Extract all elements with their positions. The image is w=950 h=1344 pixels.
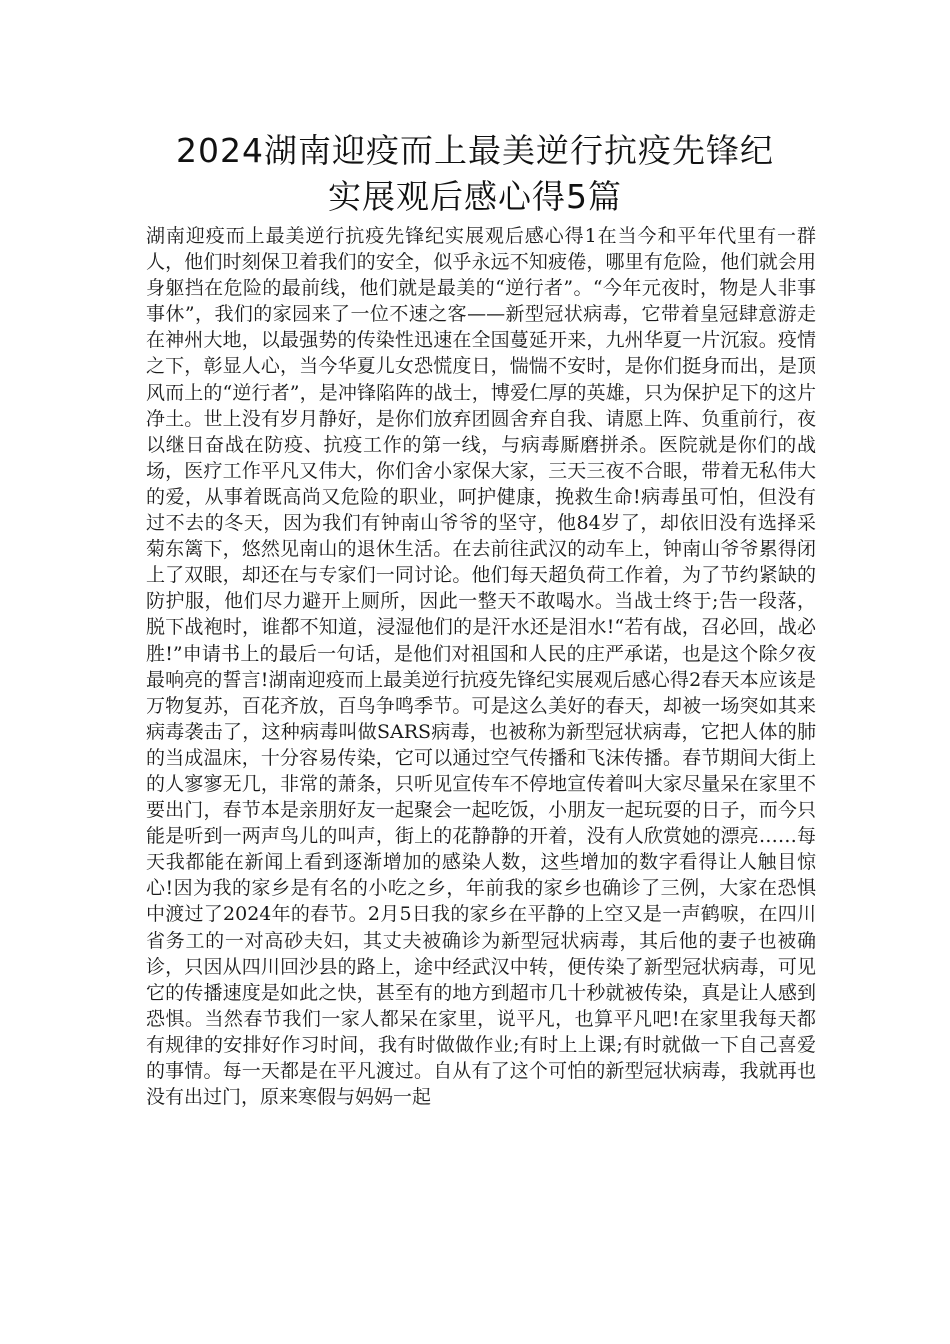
title-line-2: 实展观后感心得5篇 (328, 177, 622, 216)
body-paragraph: 湖南迎疫而上最美逆行抗疫先锋纪实展观后感心得1在当今和平年代里有一群人，他们时刻保卫着我们的安全，似乎永远不知疲倦，哪里有危险，他们就会用身躯挡在危险的最前线，他们就是最美的“逆行者”。“今年元夜时，物是人非事事休”，我们的家园来了一位不速之客——新型冠状病毒，它带着皇冠肆意游走在神州大地，以最强势的传染性迅速在全国蔓延开来，九州华夏一片沉寂。疫情之下，彰显人心，当今华夏儿女恐慌度日，惴惴不安时，是你们挺身而出，是顶风而上的“逆行者”，是冲锋陷阵的战士，博爱仁厚的英雄，只为保护足下的这片净土。世上没有岁月静好，是你们放弃团圆舍弃自我、请愿上阵、负重前行，夜以继日奋战在防疫、抗疫工作的第一线，与病毒厮磨拼杀。医院就是你们的战场，医疗工作平凡又伟大，你们舍小家保大家，三天三夜不合眼，带着无私伟大的爱，从事着既高尚又危险的职业，呵护健康，挽救生命!病毒虽可怕，但没有过不去的冬天，因为我们有钟南山爷爷的坚守，他84岁了，却依旧没有选择采菊东篱下，悠然见南山的退休生活。在去前往武汉的动车上，钟南山爷爷累得闭上了双眼，却还在与专家们一同讨论。他们每天超负荷工作着，为了节约紧缺的防护服，他们尽力避开上厕所，因此一整天不敢喝水。当战士终于;告一段落，脱下战袍时，谁都不知道，浸湿他们的是汗水还是泪水!“若有战，召必回，战必胜!”申请书上的最后一句话，是他们对祖国和人民的庄严承诺，也是这个除夕夜最响亮的誓言!湖南迎疫而上最美逆行抗疫先锋纪实展观后感心得2春天本应该是万物复苏，百花齐放，百鸟争鸣季节。可是这么美好的春天，却被一场突如其来病毒袭击了，这种病毒叫做SARS病毒，也被称为新型冠状病毒，它把人体的肺的当成温床，十分容易传染，它可以通过空气传播和飞沫传播。春节期间大街上的人寥寥无几，非常的萧条，只听见宣传车不停地宣传着叫大家尽量呆在家里不要出门，春节本是亲朋好友一起聚会一起吃饭，小朋友一起玩耍的日子，而今只能是听到一两声鸟儿的叫声，街上的花静静的开着，没有人欣赏她的漂亮……每天我都能在新闻上看到逐渐增加的感染人数，这些增加的数字看得让人触目惊心!因为我的家乡是有名的小吃之乡，年前我的家乡也确诊了三例，大家在恐惧中渡过了2024年的春节。2月5日我的家乡在平静的上空又是一声鹤唳，在四川省务工的一对高砂夫妇，其丈夫被确诊为新型冠状病毒，其后他的妻子也被确诊，只因从四川回沙县的路上，途中经武汉中转，便传染了新型冠状病毒，可见它的传播速度是如此之快，甚至有的地方到超市几十秒就被传染，真是让人感到恐惧。当然春节我们一家人都呆在家里，说平凡，也算平凡吧!在家里我每天都有规律的安排好作习时间，我有时做做作业;有时上上课;有时就做一下自己喜爱的事情。每一天都是在平凡渡过。自从有了这个可怕的新型冠状病毒，我就再也没有出过门，原来寒假与妈妈一起 (146, 225, 816, 1109)
title-line-1: 2024湖南迎疫而上最美逆行抗疫先锋纪 (176, 131, 774, 170)
document-title (100, 128, 850, 220)
